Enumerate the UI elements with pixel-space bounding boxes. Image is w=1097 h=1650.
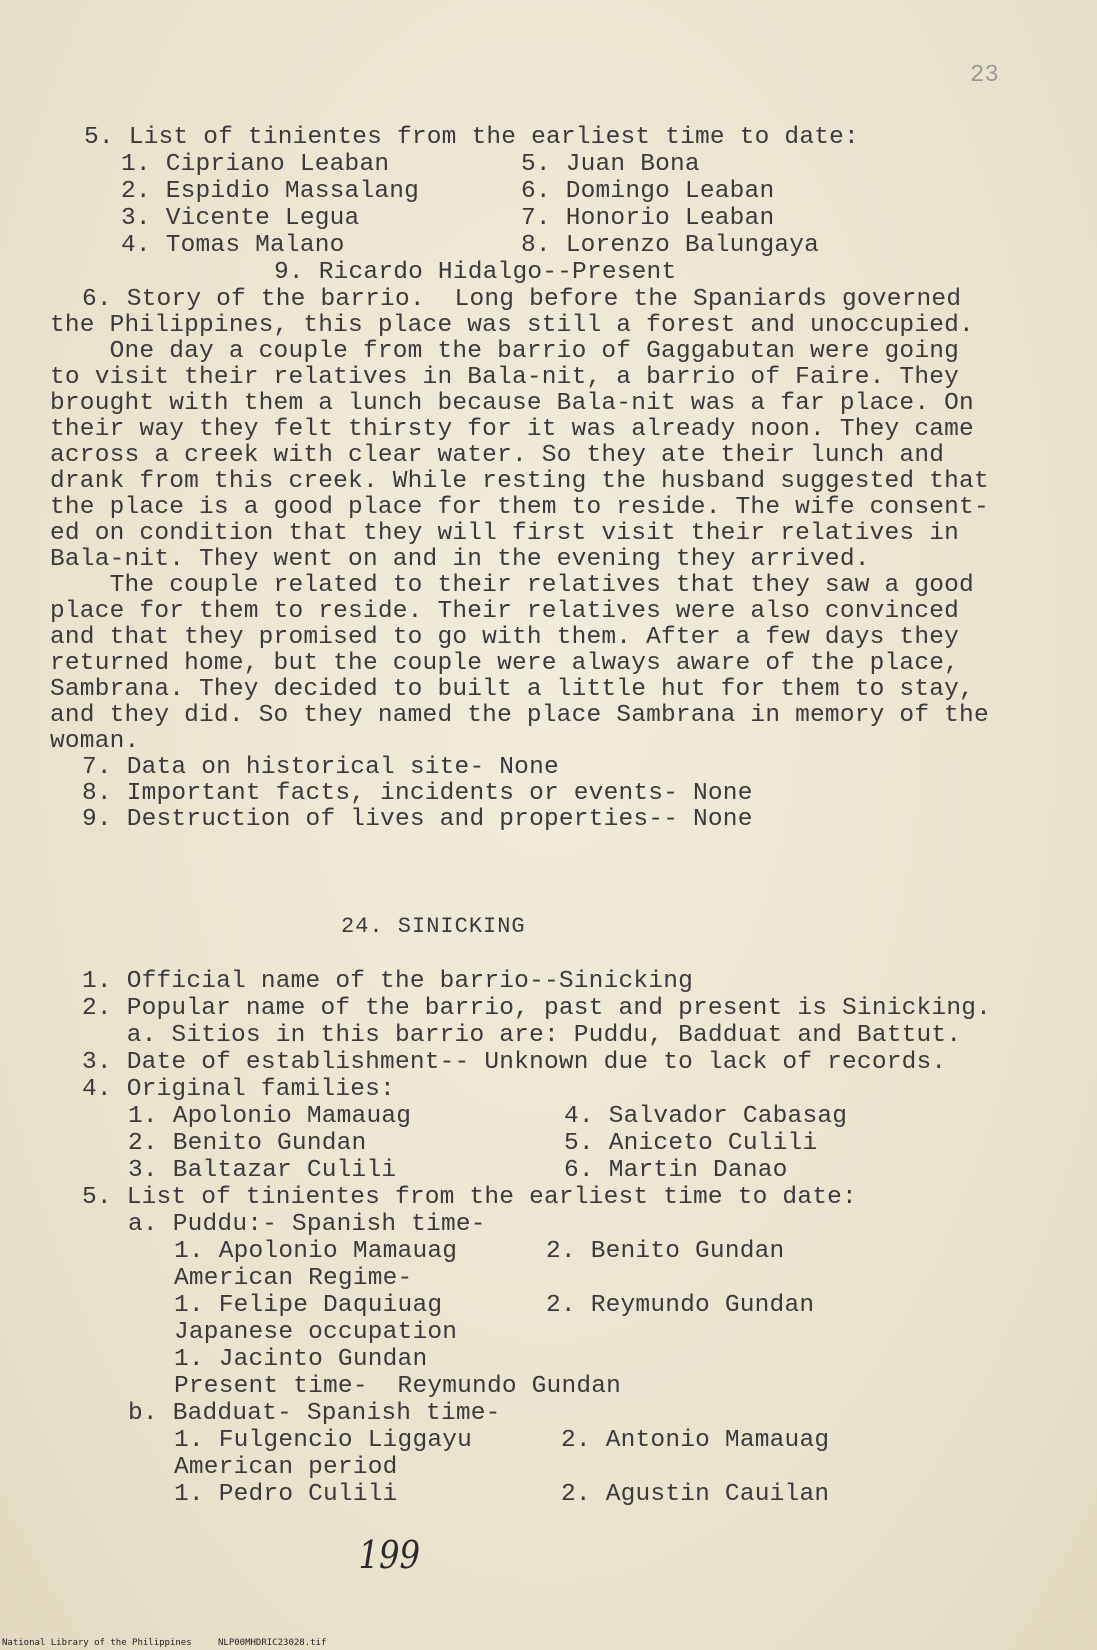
story-line: across a creek with clear water. So they ate their lunch and: [50, 442, 945, 469]
story-line: The couple related to their relatives that they saw a good: [50, 572, 974, 599]
teniente-item: 7. Honorio Leaban: [521, 205, 775, 232]
item-line: 8. Important facts, incidents or events- None: [82, 780, 753, 807]
handwritten-page-number: 199: [358, 1533, 421, 1577]
teniente-item: 2. Reymundo Gundan: [546, 1292, 815, 1319]
tinientes-header: 5. List of tinientes from the earliest time to date:: [84, 124, 859, 151]
teniente-item: 3. Vicente Legua: [121, 205, 360, 232]
teniente-item: 8. Lorenzo Balungaya: [521, 232, 820, 259]
teniente-item: 9. Ricardo Hidalgo--Present: [274, 259, 677, 286]
family-item: 3. Baltazar Culili: [128, 1157, 397, 1184]
teniente-item: 1. Cipriano Leaban: [121, 151, 390, 178]
teniente-item: 1. Felipe Daquiuag: [174, 1292, 443, 1319]
teniente-item: 2. Agustin Cauilan: [561, 1481, 830, 1508]
story-line: Sambrana. They decided to built a little hut for them to stay,: [50, 676, 974, 703]
story-line: woman.: [50, 728, 140, 755]
story-line: drank from this creek. While resting the husband suggested that: [50, 468, 989, 495]
period-header: American Regime-: [174, 1265, 413, 1292]
story-line: brought with them a lunch because Bala-nit was a far place. On: [50, 390, 974, 417]
sitio-header: b. Badduat- Spanish time-: [128, 1400, 501, 1427]
period-header: American period: [174, 1454, 398, 1481]
footer-library: National Library of the Philippines: [2, 1638, 192, 1648]
page-number: 23: [970, 62, 999, 89]
item-line: 3. Date of establishment-- Unknown due to lack of records.: [82, 1049, 947, 1076]
teniente-item: 2. Espidio Massalang: [121, 178, 420, 205]
story-line: 6. Story of the barrio. Long before the Spaniards governed: [82, 286, 962, 313]
story-line: their way they felt thirsty for it was already noon. They came: [50, 416, 974, 443]
tinientes-header: 5. List of tinientes from the earliest time to date:: [82, 1184, 857, 1211]
teniente-item: 1. Fulgencio Liggayu: [174, 1427, 473, 1454]
story-line: ed on condition that they will first visit their relatives in: [50, 520, 960, 547]
item-line: 4. Original families:: [82, 1076, 395, 1103]
present-line: Present time- Reymundo Gundan: [174, 1373, 622, 1400]
story-line: to visit their relatives in Bala-nit, a barrio of Faire. They: [50, 364, 960, 391]
teniente-item: 2. Benito Gundan: [546, 1238, 785, 1265]
story-line: Bala-nit. They went on and in the evening they arrived.: [50, 546, 870, 573]
teniente-item: 1. Jacinto Gundan: [174, 1346, 428, 1373]
teniente-item: 5. Juan Bona: [521, 151, 700, 178]
item-line: 7. Data on historical site- None: [82, 754, 559, 781]
family-item: 4. Salvador Cabasag: [564, 1103, 848, 1130]
teniente-item: 2. Antonio Mamauag: [561, 1427, 830, 1454]
teniente-item: 1. Pedro Culili: [174, 1481, 398, 1508]
sitio-header: a. Puddu:- Spanish time-: [128, 1211, 486, 1238]
item-line: 1. Official name of the barrio--Sinicking: [82, 968, 693, 995]
teniente-item: 1. Apolonio Mamauag: [174, 1238, 458, 1265]
story-line: place for them to reside. Their relatives were also convinced: [50, 598, 960, 625]
section-heading: 24. SINICKING: [341, 914, 526, 939]
period-header: Japanese occupation: [174, 1319, 458, 1346]
footer-filename: NLP00MHDRIC23028.tif: [218, 1638, 327, 1648]
story-line: One day a couple from the barrio of Gaggabutan were going: [50, 338, 960, 365]
item-line: a. Sitios in this barrio are: Puddu, Badduat and Battut.: [82, 1022, 962, 1049]
teniente-item: 6. Domingo Leaban: [521, 178, 775, 205]
story-line: and they did. So they named the place Sambrana in memory of the: [50, 702, 989, 729]
family-item: 6. Martin Danao: [564, 1157, 788, 1184]
story-line: the Philippines, this place was still a forest and unoccupied.: [50, 312, 974, 339]
item-line: 2. Popular name of the barrio, past and present is Sinicking.: [82, 995, 992, 1022]
item-line: 9. Destruction of lives and properties-- None: [82, 806, 753, 833]
story-line: returned home, but the couple were always aware of the place,: [50, 650, 960, 677]
family-item: 2. Benito Gundan: [128, 1130, 367, 1157]
story-line: the place is a good place for them to reside. The wife consent-: [50, 494, 989, 521]
family-item: 5. Aniceto Culili: [564, 1130, 818, 1157]
teniente-item: 4. Tomas Malano: [121, 232, 345, 259]
story-line: and that they promised to go with them. After a few days they: [50, 624, 960, 651]
family-item: 1. Apolonio Mamauag: [128, 1103, 412, 1130]
